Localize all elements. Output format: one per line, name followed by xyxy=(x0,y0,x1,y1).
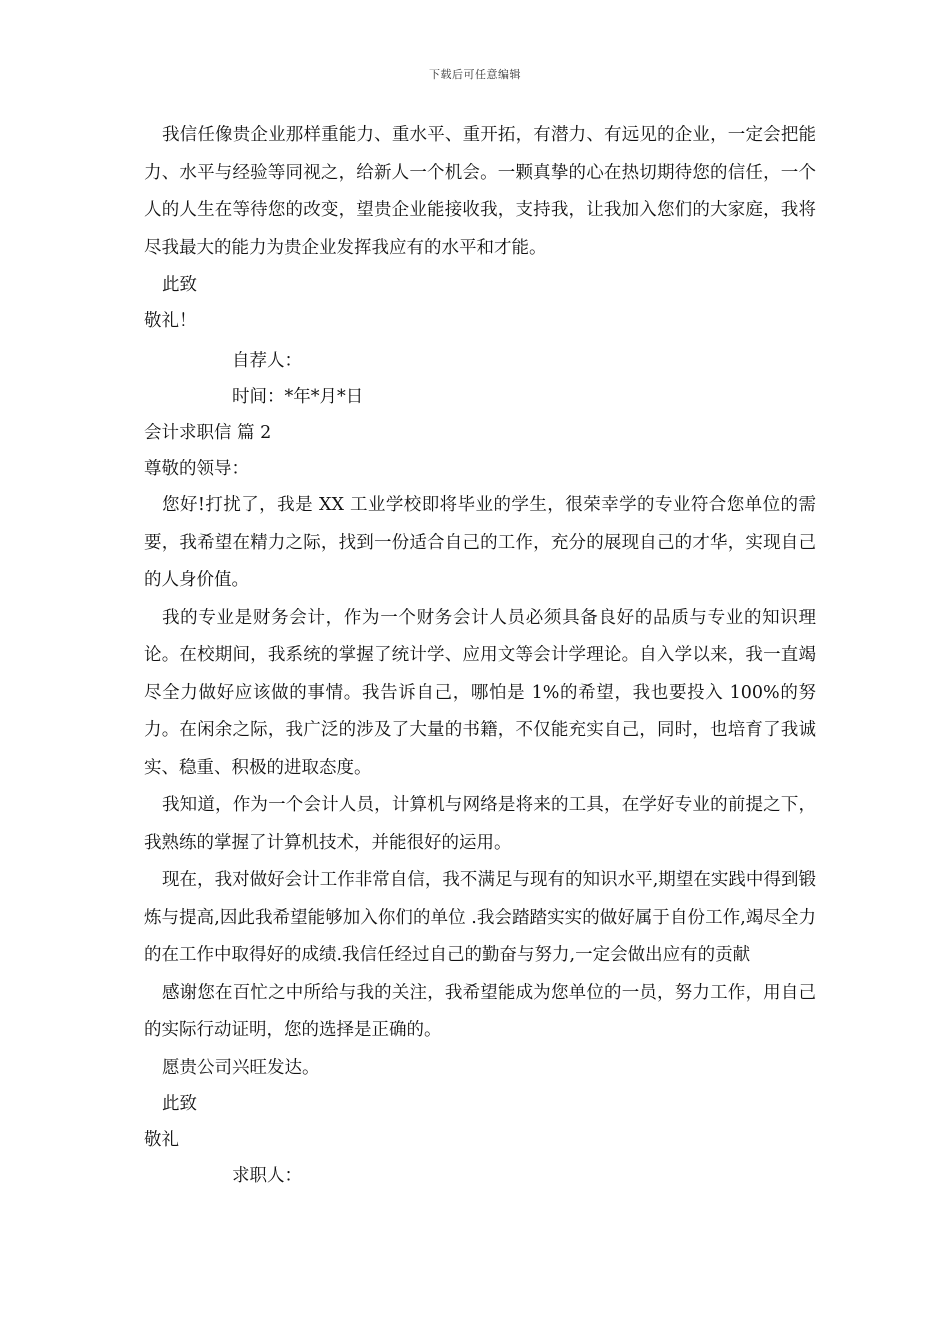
closing-cizhi: 此致 xyxy=(162,275,197,295)
paragraph-thanks: 感谢您在百忙之中所给与我的关注，我希望能成为您单位的一员，努力工作，用自己的实际行动证明，您的选择是正确的。 xyxy=(144,982,816,1040)
date-label: 时间：*年*月*日 xyxy=(232,387,364,407)
applicant-label: 求职人： xyxy=(232,1165,302,1186)
paragraph-self-recommend: 我信任像贵企业那样重能力、重水平、重开拓，有潜力、有远见的企业，一定会把能力、水平与经验等同视之，给新人一个机会。一颗真挚的心在热切期待您的信任，一个人的人生在等待您的改变，望贵企业能接收我，支持我，让我加入您们的大家庭，我将尽我最大的能力为贵企业发挥我应有的水平和才能。 xyxy=(144,125,816,258)
paragraph-major: 我的专业是财务会计，作为一个财务会计人员必须具备良好的品质与专业的知识理论。在校期间，我系统的掌握了统计学、应用文等会计学理论。自入学以来，我一直竭尽全力做好应该做的事情。我告诉自己，哪怕是 1%的希望，我也要投入 100%的努力。在闲余之际，我广泛的涉及了大量的书籍，不仅能充实自己，同时，也培育了我诚实、稳重、积极的进取态度。 xyxy=(144,607,816,778)
wish-line: 愿贵公司兴旺发达。 xyxy=(162,1057,320,1078)
letter-title: 会计求职信 篇 2 xyxy=(144,423,272,443)
salutation: 尊敬的领导： xyxy=(144,459,249,479)
closing-jingli-2: 敬礼 xyxy=(144,1129,179,1150)
signer-label: 自荐人： xyxy=(232,351,302,371)
paragraph-computer: 我知道，作为一个会计人员，计算机与网络是将来的工具，在学好专业的前提之下，我熟练的掌握了计算机技术，并能很好的运用。 xyxy=(144,795,816,853)
closing-jingli: 敬礼！ xyxy=(144,311,197,331)
document-body xyxy=(144,117,816,1194)
paragraph-confidence: 现在，我对做好会计工作非常自信，我不满足与现有的知识水平,期望在实践中得到锻炼与提高,因此我希望能够加入你们的单位 .我会踏踏实实的做好属于自份工作,竭尽全力的在工作中取得好的成绩.我信任经过自己的勤奋与努力,一定会做出应有的贡献 xyxy=(144,870,816,965)
paragraph-greeting: 您好!打扰了，我是 XX 工业学校即将毕业的学生，很荣幸学的专业符合您单位的需要，我希望在精力之际，找到一份适合自己的工作，充分的展现自己的才华，实现自己的人身价值。 xyxy=(144,495,816,590)
closing-cizhi-2: 此致 xyxy=(162,1093,197,1114)
page-header: 下载后可任意编辑 xyxy=(429,68,521,81)
